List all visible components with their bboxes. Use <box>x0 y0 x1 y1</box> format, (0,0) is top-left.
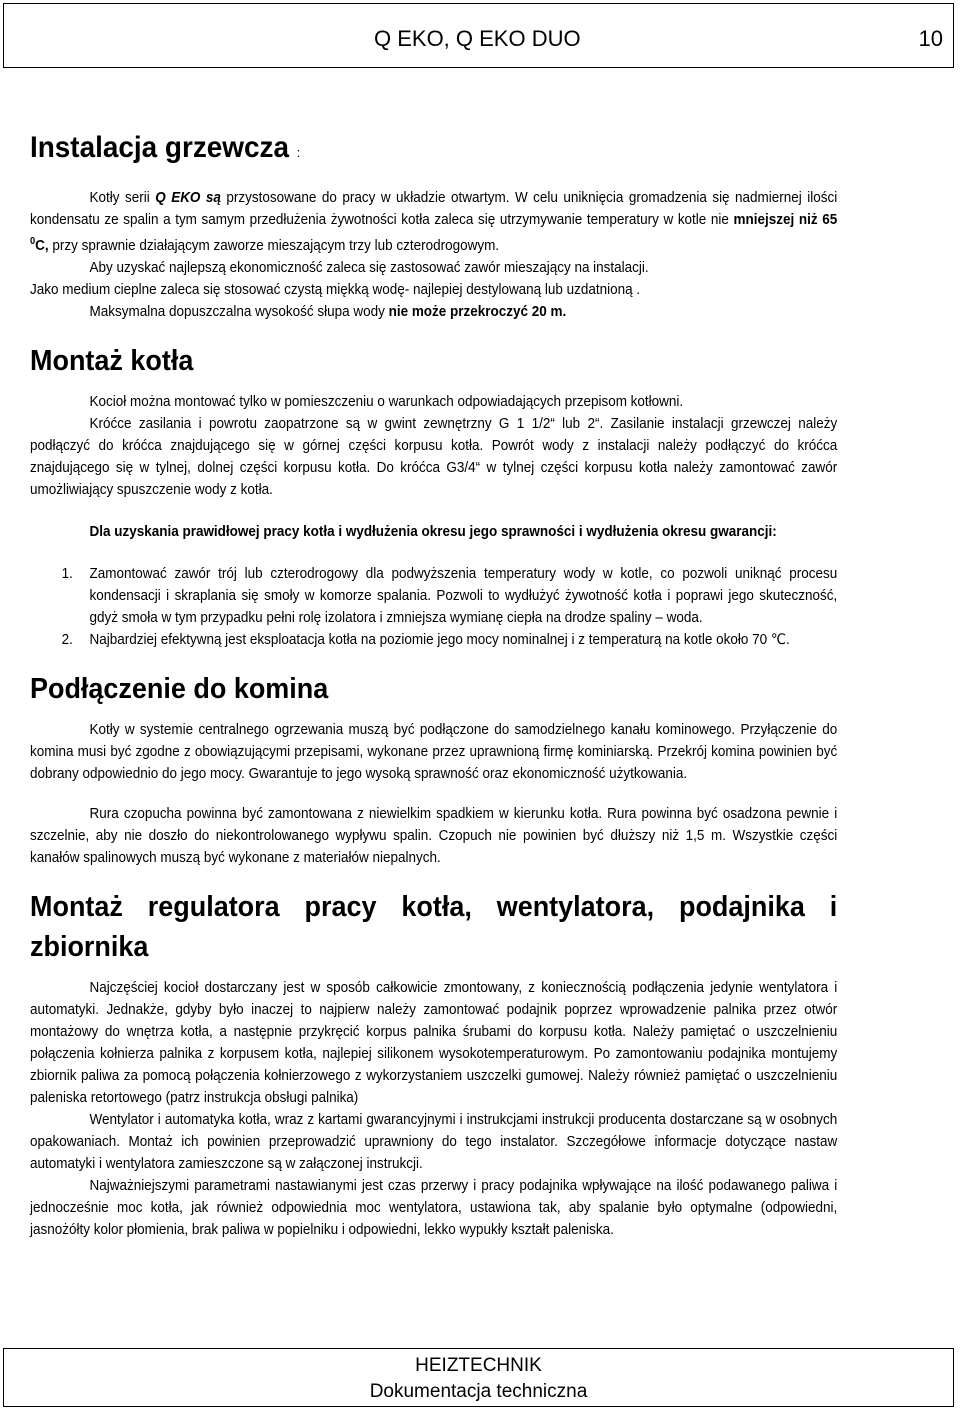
paragraph-regulator-1: Najczęściej kocioł dostarczany jest w sposób całkowicie zmontowany, z koniecznością podłączenia jedynie wentylatora i automatyki. Jednakże, gdyby było inaczej to najpierw należy zamontować podajnik poprzez wprowadzenie palnika przez otwór montażowy do wnętrza kotła, a następnie przykręcić korpus palnika śrubami do korpusu kotła. Należy pamiętać o uszczelnieniu połączenia kołnierza palnika z korpusem kotła, najlepiej silikonem wysokotemperaturowym. Po zamontowaniu podajnika montujemy zbiornik paliwa za pomocą połączenia kołnierzowego z wykorzystaniem uszczelki gumowej. Należy również pamiętać o uszczelnieniu paleniska retortowego (patrz instrukcja obsługi palnika) <box>30 979 838 1106</box>
recommendation-list <box>30 563 837 651</box>
page-footer <box>3 1348 954 1407</box>
paragraph-instalacja-3: Jako medium cieplne zaleca się stosować czystą miękką wodę- najlepiej destylowaną lub uzdatnioną . <box>30 281 641 298</box>
paragraph-komin-2: Rura czopucha powinna być zamontowana z niewielkim spadkiem w kierunku kotła. Rura powinna być osadzona pewnie i szczelnie, aby nie doszło do niekontrolowanego wypływu spalin. Czopuch nie powinien być dłuższy niż 1,5 m. Wszystkie części kanałów spalinowych muszą być wykonane z materiałów niepalnych. <box>30 805 838 866</box>
list-item: 2. Najbardziej efektywną jest eksploatacja kotła na poziomie jego mocy nominalnej i z temperaturą na kotle około 70 ℃. <box>61 631 790 648</box>
paragraph-instalacja-4: Maksymalna dopuszczalna wysokość słupa wody nie może przekroczyć 20 m. <box>89 303 567 320</box>
heading-colon: : <box>296 145 301 160</box>
document-body <box>30 128 837 1241</box>
paragraph-regulator-2: Wentylator i automatyka kotła, wraz z kartami gwarancyjnymi i instrukcjami instrukcji producenta dostarczane są w osobnych opakowaniach. Montaż ich powinien przeprowadzić uprawniony do tego instalator. Szczegółowe informacje dotyczące nastaw automatyki i wentylatora zamieszczone są w załączonej instrukcji. <box>30 1111 838 1172</box>
list-item: 1. Zamontować zawór trój lub czterodrogowy dla podwyższenia temperatury wody w kotle, co pozwoli uniknąć procesu kondensacji i skraplania się smoły w komorze spalania. Pozwoli to wydłużyć żywotność kotła i poprawi jego skuteczność, gdyż smoła w tym przypadku pełni rolę izolatora i zmniejsza wymianę ciepła na drodze spaliny – woda. <box>61 565 838 626</box>
paragraph-instalacja-1: Kotły serii Q EKO są przystosowane do pracy w układzie otwartym. W celu uniknięcia gromadzenia się nadmiernej ilości kondensatu ze spalin a tym samym przedłużenia żywotności kotła zaleca się utrzymywanie temperatury w kotle nie mniejszej niż 65 $^0$C, przy sprawnie działającym zaworze mieszającym trzy lub czterodrogowym. <box>30 190 838 254</box>
heading-instalacja: Instalacja grzewcza : <box>30 131 301 164</box>
page-number: 10 <box>918 26 943 51</box>
paragraph-montaz-1: Kocioł można montować tylko w pomieszczeniu o warunkach odpowiadających przepisom kotłowni. <box>89 393 684 410</box>
page-header <box>3 3 954 68</box>
header-title: Q EKO, Q EKO DUO <box>374 26 581 51</box>
paragraph-komin-1: Kotły w systemie centralnego ogrzewania muszą być podłączone do samodzielnego kanału kominowego. Przyłączenie do komina musi być zgodne z obowiązującymi przepisami, wykonane przez uprawnioną firmę kominiarską. Przekrój komina powinien być dobrany odpowiednio do jego mocy. Gwarantuje to jego wysoką sprawność oraz ekonomiczność użytkowania. <box>30 721 838 782</box>
footer-doc-title: Dokumentacja techniczna <box>369 1381 588 1402</box>
warranty-note: Dla uzyskania prawidłowej pracy kotła i wydłużenia okresu jego sprawności i wydłużenia okresu gwarancji: <box>89 523 777 540</box>
paragraph-regulator-3: Najważniejszymi parametrami nastawianymi jest czas przerwy i pracy podajnika wpływające na ilość podawanego paliwa i jednocześnie moc kotła, jak również odpowiednia moc wentylatora, ustawiona tak, aby spalanie było optymalne (odpowiedni, jasnożółty kolor płomienia, brak paliwa w popielniku i odpowiedni, lekko wypukły kształt paleniska. <box>30 1177 838 1238</box>
paragraph-montaz-2: Króćce zasilania i powrotu zaopatrzone są w gwint zewnętrzny G 1 1/2“ lub 2“. Zasilanie instalacji grzewczej należy podłączyć do króćca znajdującego się w górnej części korpusu kotła. Powrót wody z instalacji należy podłączyć do króćca znajdującego się w tylnej, dolnej części korpusu kotła. Do króćca G3/4“ w tylnej części korpusu kotła należy zamontować zawór umożliwiający spuszczenie wody z kotła. <box>30 415 838 498</box>
heading-montaz: Montaż kotła <box>30 344 194 377</box>
heading-regulator: Montaż regulatora pracy kotła, wentylatora, podajnika i zbiornika <box>30 890 838 963</box>
heading-komin: Podłączenie do komina <box>30 672 329 705</box>
paragraph-instalacja-2: Aby uzyskać najlepszą ekonomiczność zaleca się zastosować zawór mieszający na instalacji. <box>89 259 649 276</box>
footer-company: HEIZTECHNIK <box>415 1355 542 1376</box>
